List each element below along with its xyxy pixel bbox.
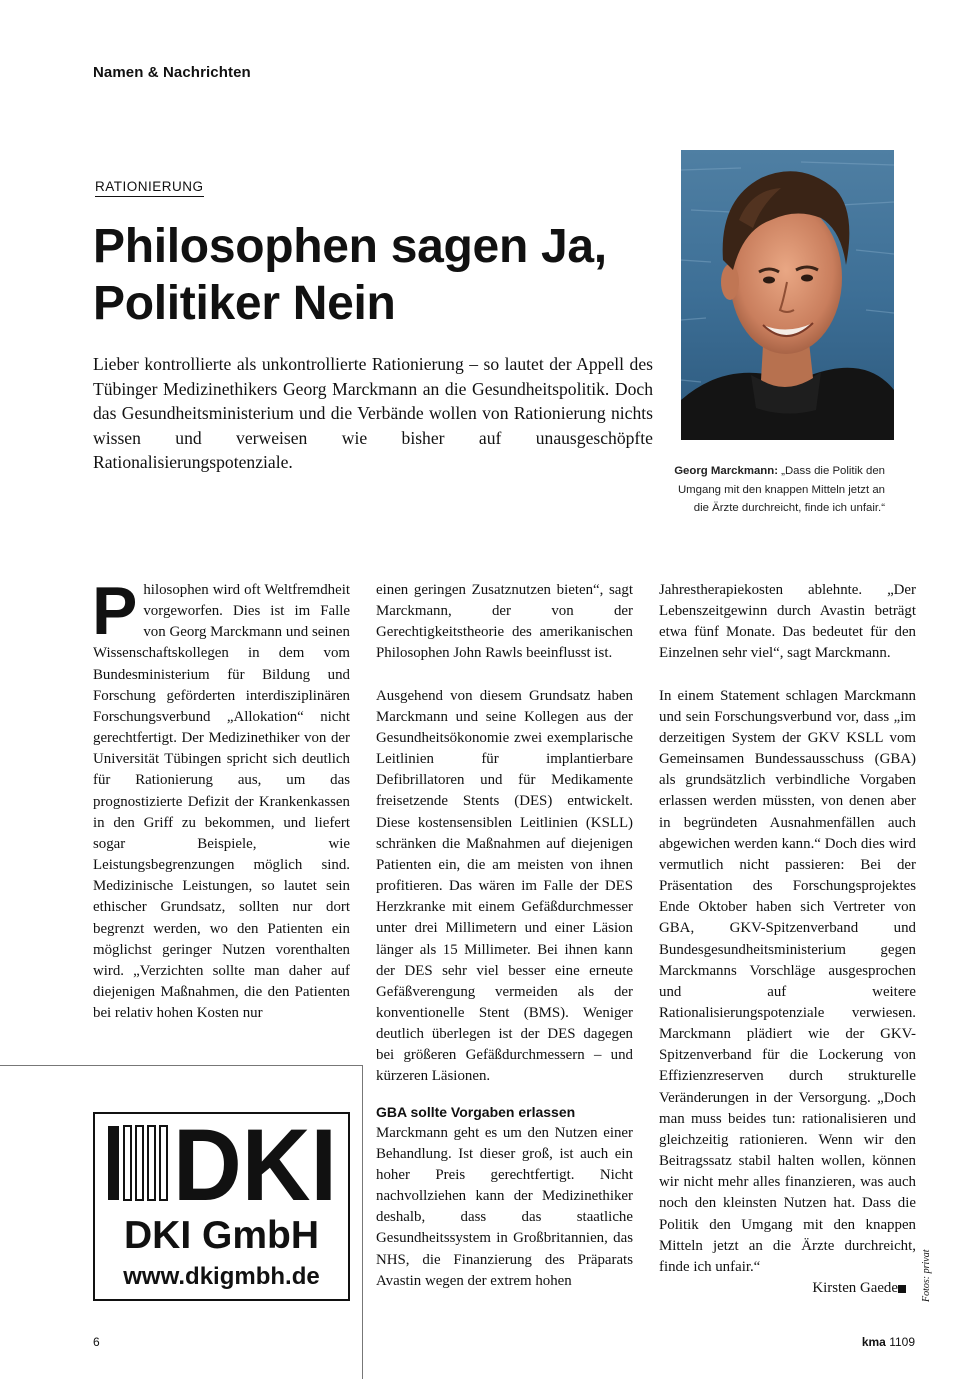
headline-line-1: Philosophen sagen Ja, xyxy=(93,220,607,273)
end-mark-icon xyxy=(898,1285,906,1293)
article-column-1 xyxy=(92,573,350,1024)
section-header: Namen & Nachrichten xyxy=(93,64,251,81)
subheading: GBA sollte Vorgaben erlassen xyxy=(376,1103,576,1120)
folio-magazine-issue xyxy=(820,1335,915,1349)
article-column-2 xyxy=(376,580,633,1292)
ad-company-name: DKI GmbH xyxy=(124,1214,319,1257)
portrait-image xyxy=(681,150,894,440)
dki-logo-icon xyxy=(105,1122,341,1204)
kicker-rubric: RATIONIERUNG xyxy=(95,179,204,197)
caption-name: Georg Marckmann: xyxy=(674,465,778,477)
article-intro: Lieber kontrollierte als unkontrollierte Rationierung – so lautet der Appell des Tübinger Medizinethikers Georg Marckmann an die Gesundheitspolitik. Doch das Gesundheitsministerium und die Verbände wollen von Rationierung nichts wissen und verweisen wie bisher auf unausgeschöpfte Rationalisierungspotenziale. xyxy=(93,354,653,472)
page-number: 6 xyxy=(93,1335,100,1349)
portrait-photo xyxy=(681,150,894,440)
photo-caption xyxy=(660,462,885,518)
dki-logo-text: DKI xyxy=(173,1122,337,1204)
paragraph xyxy=(92,573,350,1024)
photo-credit: Fotos: privat xyxy=(921,1249,932,1302)
headline-line-2: Politiker Nein xyxy=(93,277,396,330)
issue-number: 1109 xyxy=(889,1335,915,1349)
ad-frame-rule-vertical xyxy=(362,1065,363,1379)
ad-frame-rule-horizontal xyxy=(0,1065,362,1066)
author-name: Kirsten Gaede xyxy=(812,1280,898,1296)
ad-url-link[interactable]: www.dkigmbh.de xyxy=(123,1263,320,1290)
paragraph: In einem Statement schlagen Marckmann und sein Forschungsverbund vor, dass „im derzeitigen System der GKV KSLL vom Gemeinsamen Bundessausschuss (GBA) als grundsätzlich verbindliche Vorgaben erlassen werden müssten, von denen aber in begründeten Ausnahmenfällen auch abgewichen werden kann.“ Doch dies wird vermutlich nicht passieren: Bei der Präsentation des Forschungsprojektes Ende Oktober haben sich Vertreter von GBA, GKV-Spitzenverband und Bundesgesundheitsministerium gegen Marckmanns Vorschläge ausgesprochen und auf weitere Rationalisierungspotenziale verwiesen. Marckmann plädiert wie der GKV-Spitzenverband für die Lockerung von Effizienzreserven durch strukturelle Veränderungen in der Versorgung. „Doch man muss beides tun: rationalisieren und gleichzeitig rationieren. Wenn wir den Beitragssatz stabil halten wollen, können wir nicht mehr alles finanzieren, was auch noch den kleinsten Nutzen hat. Dass die Politik den Umgang mit den knappen Mitteln jetzt an die Ärzte durchreicht, finde ich unfair.“ xyxy=(659,687,916,1275)
paragraph: Marckmann geht es um den Nutzen einer Behandlung. Ist dieser groß, ist auch ein hoher Preis gerechtfertigt. Nicht nachvollziehen kann der Medizinethiker deshalb, dass das staatliche Gesundheitssystem in Großbritannien, das NHS, die Finanzierung des Präparats Avastin wegen der extrem hohen xyxy=(376,1124,633,1289)
article-headline xyxy=(93,218,653,332)
magazine-name: kma xyxy=(861,1335,886,1349)
dki-advertisement[interactable] xyxy=(93,1112,350,1301)
paragraph-text: hilosophen wird oft Weltfremdheit vorgeworfen. Dies ist im Falle von Georg Marckmann und seinen Wissenschaftskollegen in dem vom Bundesministerium für Bildung und Forschung geförderten interdisziplinären Forschungsverbund „Allokation“ nicht gerechtfertigt. Der Medizinethiker von der Universität Tübingen spricht sich deutlich für Rationierung aus, um das prognostizierte Defizit der Krankenkassen in den Griff zu bekommen, und liefert sogar Beispiele, wie Leistungsbegrenzungen möglich sind. Medizinische Leistungen, so lautet sein ethischer Grundsatz, sollten nur dort begrenzt werden, wo den Patienten ein möglichst geringer Nutzen vorenthalten wird. „Verzichten sollte man daher auf diejenigen Maßnahmen, die den Patienten bei relativ hohen Kosten nur xyxy=(93,582,350,1022)
author-byline xyxy=(659,1278,916,1299)
paragraph: einen geringen Zusatznutzen bieten“, sagt Marckmann, der von der Gerechtigkeitstheorie des amerikanischen Philosophen John Rawls beeinflusst ist. xyxy=(376,582,633,662)
paragraph: Ausgehend von diesem Grundsatz haben Marckmann und seine Kollegen aus der Gesundheitsökonomie zwei exemplarische Leitlinien für implantierbare Defibrillatoren und für Medikamente freisetzende Stents (DES) entwickelt. Diese kostensensiblen Leitlinien (KSLL) schränken die Maßnahmen auf diejenigen Patienten ein, die am meisten von ihnen profitieren. Das wären im Falle der DES Herzkranke mit einem Gefäßdurchmesser unter drei Millimetern und einer Läsion länger als 15 Millimeter. Bei ihnen kann der DES sehr viel besser eine erneute Gefäßverengung vermeiden als der konventionelle Stent (BMS). Weniger deutlich überlegen ist der DES dagegen bei größeren Gefäßdurchmessern – und kürzeren Läsionen. xyxy=(376,687,633,1085)
drop-cap: P xyxy=(92,573,138,649)
article-column-3 xyxy=(659,580,916,1299)
caption-quote: „Dass die Politik den Umgang mit den knappen Mitteln jetzt an die Ärzte durchreicht, finde ich unfair.“ xyxy=(677,465,885,515)
paragraph: Jahrestherapiekosten ablehnte. „Der Lebenszeitgewinn durch Avastin beträgt etwa fünf Monate. Das bedeutet für den Einzelnen sehr viel“, sagt Marckmann. xyxy=(659,582,916,662)
